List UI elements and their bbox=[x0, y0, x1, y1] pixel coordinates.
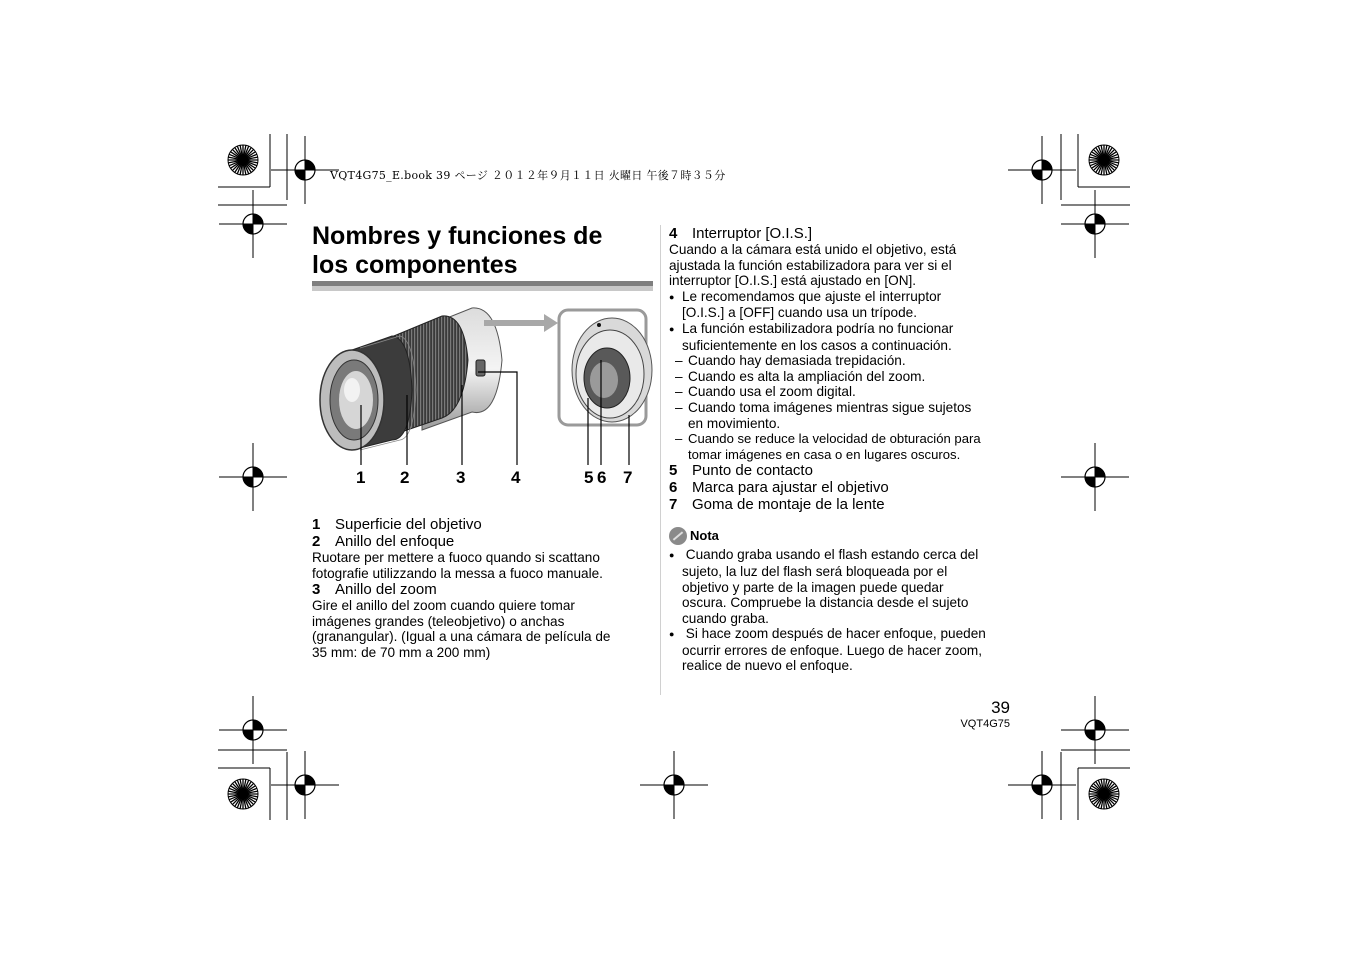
right-column bbox=[669, 225, 1014, 674]
dash-item: – Cuando es alta la ampliación del zoom. bbox=[669, 369, 1014, 385]
item-1: 1 Superficie del objetivo bbox=[312, 516, 482, 533]
callout-7: 7 bbox=[623, 468, 633, 487]
note-bullet-zoom: ● Si hace zoom después de hacer enfoque, pueden ocurrir errores de enfoque. Luego de hacer zoom, realice de nuevo el enfoque. bbox=[669, 626, 1014, 674]
item-3-description: Gire el anillo del zoom cuando quiere tomar imágenes grandes (teleobjetivo) o anchas (granangular). (Igual a una cámara de película de 35 mm: de 70 mm a 200 mm) bbox=[312, 598, 611, 660]
callout-4: 4 bbox=[511, 468, 521, 487]
callout-leaders bbox=[300, 360, 650, 470]
callout-2: 2 bbox=[400, 468, 410, 487]
item-2-description: Ruotare per mettere a fuoco quando si scattano fotografie utilizzando la messa a fuoco manuale. bbox=[312, 550, 603, 581]
item-4: 4 Interruptor [O.I.S.] bbox=[669, 225, 813, 242]
running-head: VQT4G75_E.book 39 ページ ２０１２年９月１１日 火曜日 午後７時３５分 bbox=[330, 169, 726, 182]
dash-item: – Cuando toma imágenes mientras sigue sujetos en movimiento. bbox=[669, 400, 1014, 431]
item-4-description: Cuando a la cámara está unido el objetivo, está ajustada la función estabilizadora para ver si el interruptor [O.I.S.] está ajustado en [ON]. bbox=[669, 242, 957, 289]
item-6: 6 Marca para ajustar el objetivo bbox=[669, 479, 889, 497]
bullet-tripod: ● Le recomendamos que ajuste el interruptor [O.I.S.] a [OFF] cuando usa un trípode. bbox=[669, 289, 1014, 321]
page-title bbox=[312, 222, 652, 280]
note-heading: Nota bbox=[669, 527, 1014, 545]
dash-item: – Cuando usa el zoom digital. bbox=[669, 384, 1014, 400]
item-3: 3 Anillo del zoom bbox=[312, 581, 437, 599]
callout-1: 1 bbox=[356, 468, 366, 487]
callout-3: 3 bbox=[456, 468, 466, 487]
item-2: 2 Anillo del enfoque bbox=[312, 533, 455, 550]
item-7: 7 Goma de montaje de la lente bbox=[669, 496, 885, 514]
callout-6: 6 bbox=[597, 468, 607, 487]
note-bullet-flash: ● Cuando graba usando el flash estando cerca del sujeto, la luz del flash será bloqueada por el objetivo y parte de la imagen puede quedar oscura. Compruebe la distancia desde el sujeto cuando graba. bbox=[669, 547, 1014, 626]
bullet-stabilizer: ● La función estabilizadora podría no funcionar suficientemente en los casos a continuación. bbox=[669, 321, 1014, 353]
column-divider bbox=[660, 225, 661, 695]
title-line-2: los componentes bbox=[312, 251, 518, 279]
item-5: 5 Punto de contacto bbox=[669, 462, 813, 480]
dash-item: – Cuando se reduce la velocidad de obturación para tomar imágenes en casa o en lugares oscuros. bbox=[669, 431, 1014, 462]
title-underline bbox=[312, 281, 653, 291]
left-column bbox=[312, 516, 652, 661]
callout-5: 5 bbox=[584, 468, 594, 487]
page-number: 39 bbox=[991, 698, 1010, 717]
note-icon bbox=[669, 527, 687, 545]
title-line-1: Nombres y funciones de bbox=[312, 222, 603, 250]
model-code: VQT4G75 bbox=[960, 718, 1010, 730]
dash-item: – Cuando hay demasiada trepidación. bbox=[669, 353, 1014, 369]
